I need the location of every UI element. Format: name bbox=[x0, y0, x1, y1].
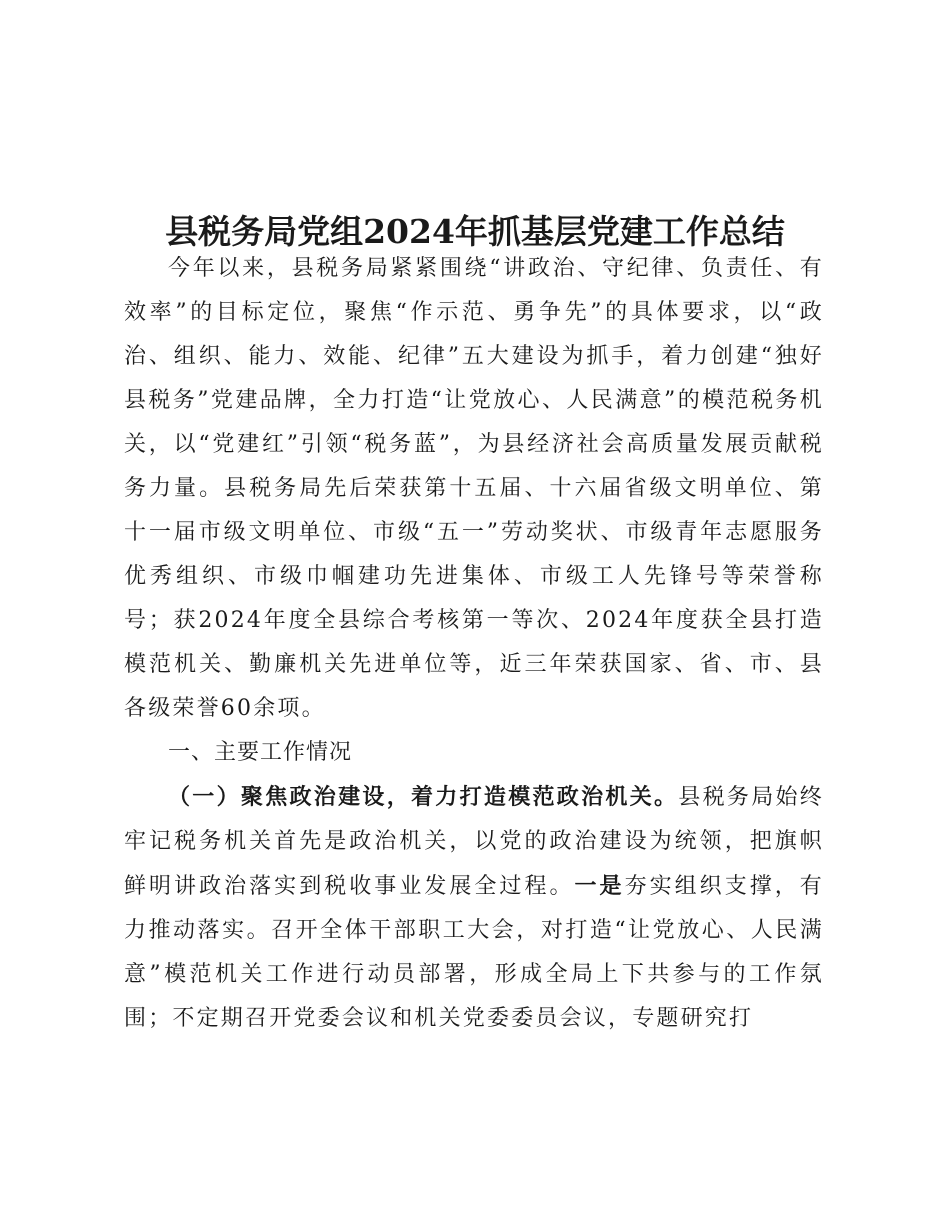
section-heading: 一、主要工作情况 bbox=[168, 740, 353, 765]
subsection-text-b: 夯实组织支撑，有力推动落实。召开全体干部职工大会，对打造“让党放心、人民满意”模范机关工作进行动员部署，形成全局上下共参与的工作氛围；不定期召开党委会议和机关党委委员会议，专题研究打 bbox=[124, 874, 824, 1031]
subsection-heading: （一）聚焦政治建设，着力打造模范政治机关。 bbox=[168, 784, 679, 810]
intro-paragraph: 今年以来，县税务局紧紧围绕“讲政治、守纪律、负责任、有效率”的目标定位，聚焦“作示范、勇争先”的具体要求，以“政治、组织、能力、效能、纪律”五大建设为抓手，着力创建“独好县税务”党建品牌，全力打造“让党放心、人民满意”的模范税务机关，以“党建红”引领“税务蓝”，为县经济社会高质量发展贡献税务力量。县税务局先后荣获第十五届、十六届省级文明单位、第十一届市级文明单位、市级“五一”劳动奖状、市级青年志愿服务优秀组织、市级巾帼建功先进集体、市级工人先锋号等荣誉称号；获2024年度全县综合考核第一等次、2024年度获全县打造模范机关、勤廉机关先进单位等，近三年荣获国家、省、市、县各级荣誉60余项。 bbox=[124, 256, 824, 721]
subsection-text-a: 县税务局始终牢记税务机关首先是政治机关，以党的政治建设为统领，把旗帜鲜明讲政治落实到税收事业发展全过程。 bbox=[124, 785, 824, 899]
point-marker: 一是 bbox=[574, 873, 625, 899]
document-body bbox=[124, 247, 824, 1041]
subsection-paragraph bbox=[124, 775, 824, 1041]
document-title: 县税务局党组2024年抓基层党建工作总结 bbox=[165, 212, 785, 251]
